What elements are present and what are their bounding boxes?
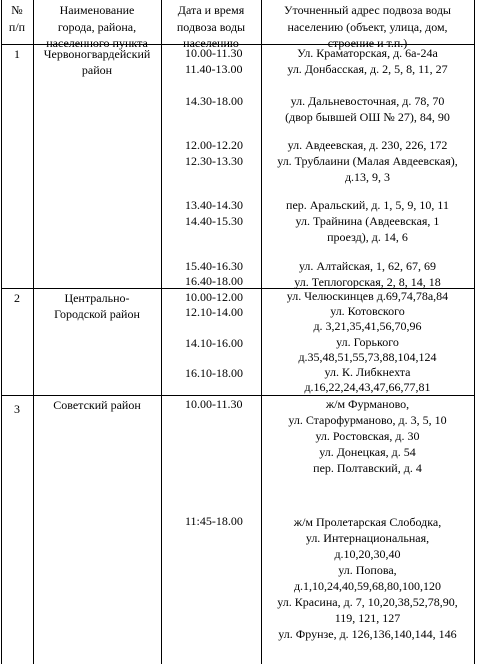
delivery-time: 16.40-18.00 [185, 274, 243, 288]
district-name: Червоногвардейский район [43, 47, 151, 77]
delivery-time: 12.00-12.20 [185, 138, 243, 152]
delivery-time: 12.30-13.30 [185, 154, 243, 168]
row-number: 1 [14, 47, 20, 61]
delivery-time: 14.10-16.00 [185, 336, 243, 350]
delivery-time: 10.00-12.00 [185, 290, 243, 304]
delivery-address: ж/м Фурманово, ул. Старофурманово, д. 3, 5, 10 ул. Ростовская, д. 30 ул. Донецкая, д. 54 пер. Полтавский, д. 4 [288, 397, 447, 475]
table-border-left [1, 0, 2, 664]
delivery-time: 15.40-16.30 [185, 259, 243, 273]
delivery-time: 10.00-11.30 [185, 46, 243, 60]
row-number: 3 [14, 402, 20, 416]
column-divider [33, 0, 34, 664]
delivery-address: ул. Челюскинцев д.69,74,78а,84 ул. Котовского д. 3,21,35,41,56,70,96 ул. Горького д.35,48,51,55,73,88,104,124 ул. К. Либкнехта д.16,22,24,43,47,66,77,81 [286, 289, 449, 395]
district-name: Советский район [53, 398, 141, 412]
header-num: № п/п [8, 3, 26, 34]
delivery-address: ж/м Пролетарская Слободка, ул. Интернациональная, д.10,20,30,40 ул. Попова, д.1,10,24,40,59,68,80,100,120 ул. Красина, д. 7, 10,20,38,52,78,90, 119, 121, 127 ул. Фрунзе, д. 126,136,140,144, 146 [277, 515, 458, 641]
delivery-time: 14.40-15.30 [185, 214, 243, 228]
delivery-time: 14.30-18.00 [185, 94, 243, 108]
delivery-time: 16.10-18.00 [185, 366, 243, 380]
delivery-address: пер. Аральский, д. 1, 5, 9, 10, 11 ул. Трайнина (Авдеевская, 1 проезд), д. 14, 6 [286, 198, 449, 244]
table-border-right [474, 0, 475, 664]
row-number: 2 [14, 291, 20, 305]
delivery-address: ул. Алтайская, 1, 62, 67, 69 ул. Теплогорская, 2, 8, 14, 18 [294, 259, 441, 289]
district-name: Центрально- Городской район [54, 291, 140, 321]
delivery-time: 11.40-13.00 [185, 62, 243, 76]
delivery-time: 12.10-14.00 [185, 305, 243, 319]
delivery-address: Ул. Краматорская, д. 6а-24а ул. Донбасская, д. 2, 5, 8, 11, 27 [287, 46, 448, 76]
water-schedule-table [1, 0, 475, 664]
column-divider [161, 0, 162, 664]
delivery-time: 13.40-14.30 [185, 198, 243, 212]
delivery-address: ул. Дальневосточная, д. 78, 70 (двор бывшей ОШ № 27), 84, 90 [285, 94, 450, 124]
header-name: Наименование города, района, населенного пункта [46, 3, 148, 50]
delivery-time: 10.00-11.30 [185, 397, 243, 411]
header-address: Уточненный адрес подвоза воды населению (объект, улица, дом, строение и т.п.) [283, 3, 451, 50]
header-datetime: Дата и время подвоза воды населению [176, 3, 246, 50]
delivery-time: 11:45-18.00 [185, 514, 243, 528]
delivery-address: ул. Авдеевская, д. 230, 226, 172 ул. Трублаини (Малая Авдеевская), д.13, 9, 3 [277, 138, 458, 184]
